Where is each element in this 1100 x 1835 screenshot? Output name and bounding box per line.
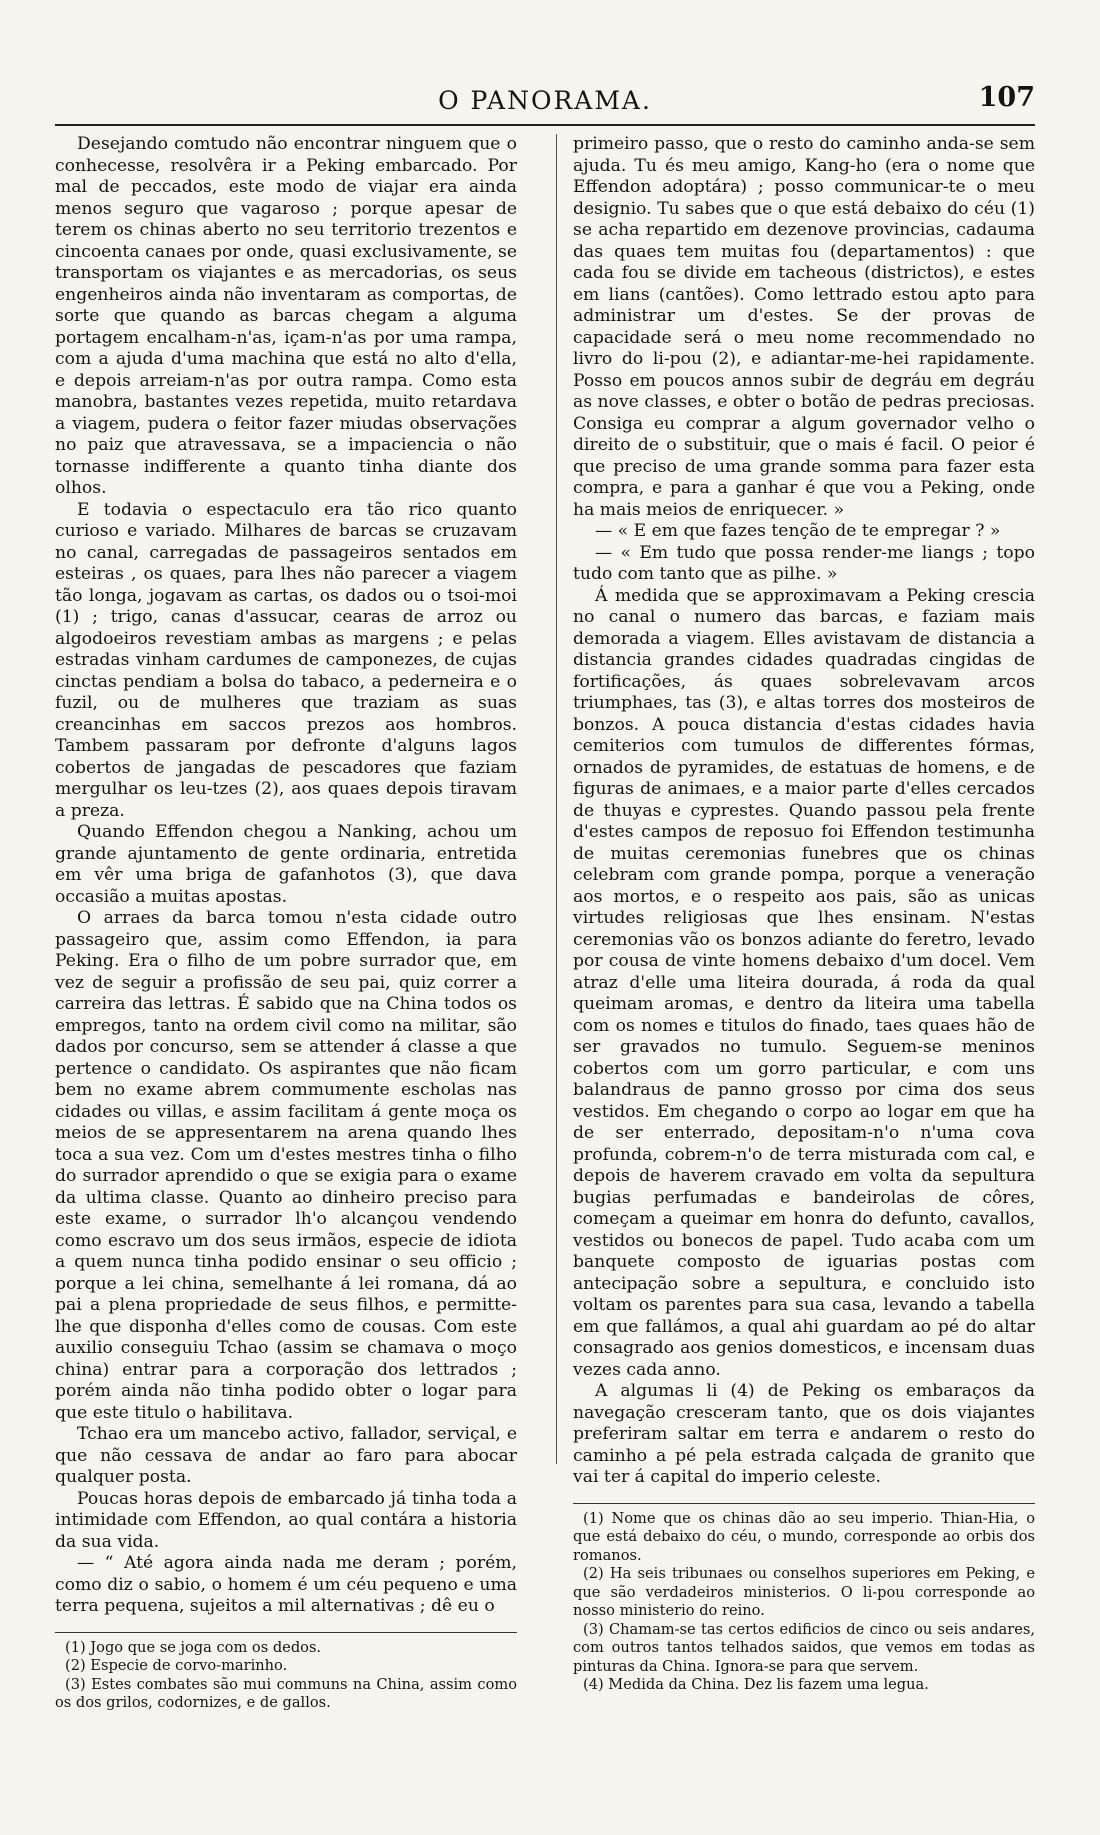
header-rule: [55, 124, 1035, 126]
left-column: [55, 134, 517, 1713]
paragraph: — « Em tudo que possa render-me liangs ; topo tudo com tanto que as pilhe. »: [573, 542, 1035, 584]
paragraph: Desejando comtudo não encontrar ninguem que o conhecesse, resolvêra ir a Peking embarcado. Por mal de peccados, este modo de viajar era ainda menos seguro que vagaroso ; porque apesar de terem os chinas aberto no seu territorio trezentos e cincoenta canaes por onde, quasi exclusivamente, se transportam os viajantes e as mercadorias, os seus engenheiros ainda não inventaram as comportas, de sorte que quando as barcas chegam a alguma portagem encalham-n'as, içam-n'as por uma rampa, com a ajuda d'uma machina que está no alto d'ella, e depois arreiam-n'as por outra rampa. Como esta manobra, bastantes vezes repetida, muito retardava a viagem, pudera o feitor fazer miudas observações no paiz que atravessava, se a impaciencia o não tornasse indifferente a quanto tinha diante dos olhos.: [55, 134, 517, 498]
paragraph: A algumas li (4) de Peking os embaraços da navegação cresceram tanto, que os dois viajantes preferiram saltar em terra e andarem o resto do caminho a pé pela estrada calçada de granito que vai ter á capital do imperio celeste.: [573, 1381, 1035, 1487]
journal-title: O PANORAMA.: [438, 86, 652, 115]
paragraph: Poucas horas depois de embarcado já tinha toda a intimidade com Effendon, ao qual contára a historia da sua vida.: [55, 1488, 517, 1552]
footnote: (1) Jogo que se joga com os dedos.: [65, 1638, 322, 1656]
page-header: [55, 80, 1035, 120]
paragraph: E todavia o espectaculo era tão rico quanto curioso e variado. Milhares de barcas se cruzavam no canal, carregadas de passageiros sentados em esteiras , os quaes, para lhes não parecer a viagem tão longa, jogavam as cartas, os dados ou o tsoi-moi (1) ; trigo, canas d'assucar, cearas de arroz ou algodoeiros revestiam ambas as margens ; e pelas estradas vinham cardumes de camponezes, de cujas cinctas pendiam a bolsa do tabaco, a pederneira e o fuzil, ou de mulheres que traziam as suas creancinhas em saccos prezos aos hombros. Tambem passaram por defronte d'alguns lagos cobertos de jangadas de pescadores que faziam mergulhar os leu-tzes (2), aos quaes depois tiravam a preza.: [55, 499, 517, 821]
footnote: (2) Especie de corvo-marinho.: [65, 1657, 288, 1674]
paragraph: Quando Effendon chegou a Nanking, achou um grande ajuntamento de gente ordinaria, entretida em vêr uma briga de gafanhotos (3), que dava occasião a muitas apostas.: [55, 822, 517, 907]
column-divider: [556, 134, 557, 1464]
paragraph: Tchao era um mancebo activo, fallador, serviçal, e que não cessava de andar ao faro para abocar qualquer posta.: [55, 1424, 517, 1487]
footnote: (4) Medida da China. Dez lis fazem uma legua.: [583, 1676, 929, 1693]
left-footnotes: [55, 1632, 517, 1713]
footnote: (2) Ha seis tribunaes ou conselhos superiores em Peking, e que são verdadeiros ministerios. O li-pou corresponde ao nosso ministerio do reino.: [573, 1565, 1035, 1619]
page-number: 107: [978, 82, 1035, 113]
paragraph: O arraes da barca tomou n'esta cidade outro passageiro que, assim como Effendon, ia para Peking. Era o filho de um pobre surrador que, em vez de seguir a profissão de seu pai, quiz correr a carreira das lettras. É sabido que na China todos os empregos, tanto na ordem civil como na militar, são dados por concurso, sem se attender á classe a que pertence o candidato. Os aspirantes que não ficam bem no exame abrem commumente escholas nas cidades ou villas, e assim facilitam á gente moça os meios de se appresentarem na arena quando lhes toca a sua vez. Com um d'estes mestres tinha o filho do surrador aprendido o que se exigia para o exame da ultima classe. Quanto ao dinheiro preciso para este exame, o surrador lh'o alcançou vendendo como escravo um dos seus irmãos, especie de idiota a quem nunca tinha podido ensinar o seu officio ; porque a lei china, semelhante á lei romana, dá ao pai a plena propriedade de seus filhos, e permitte-lhe que disponha d'elles como de cousas. Com este auxilio conseguiu Tchao (assim se chamava o moço china) entrar para a corporação dos lettrados ; porém ainda não tinha podido obter o logar para que este titulo o habilitava.: [55, 908, 517, 1423]
paragraph: — “ Até agora ainda nada me deram ; porém, como diz o sabio, o homem é um céu pequeno e uma terra pequena, sujeitos a mil alternativas ; dê eu o: [55, 1553, 517, 1616]
right-footnotes: [573, 1503, 1035, 1695]
paragraph: primeiro passo, que o resto do caminho anda-se sem ajuda. Tu és meu amigo, Kang-ho (era o nome que Effendon adoptára) ; posso communicar-te o meu designio. Tu sabes que o que está debaixo do céu (1) se acha repartido em dezenove provincias, cadauma das quaes tem muitas fou (departamentos) : que cada fou se divide em tacheous (districtos), e estes em lians (cantões). Como lettrado estou apto para administrar um d'estes. Se der provas de capacidade será o meu nome recommendado no livro do li-pou (2), e adiantar-me-hei rapidamente. Posso em poucos annos subir de degráu em degráu as nove classes, e obter o botão de pedras preciosas. Consiga eu comprar a algum governador velho o direito de o substituir, que o mais é facil. O peior é que preciso de uma grande somma para fazer esta compra, e para a ganhar é que vou a Peking, onde ha mais meios de enriquecer. »: [573, 134, 1035, 520]
footnote: (3) Estes combates são mui communs na China, assim como os dos grilos, codornizes, e de gallos.: [55, 1675, 517, 1711]
paragraph: Á medida que se approximavam a Peking crescia no canal o numero das barcas, e faziam mais demorada a viagem. Elles avistavam de distancia a distancia grandes cidades quadradas cingidas de fortificações, ás quaes sobrelevavam arcos triumphaes, tas (3), e altas torres dos mosteiros de bonzos. A pouca distancia d'estas cidades havia cemiterios com tumulos de differentes fórmas, ornados de pyramides, de estatuas de homens, e de figuras de animaes, e a maior parte d'elles cercados de thuyas e cyprestes. Quando passou pela frente d'estes campos de reposuo foi Effendon testimunha de muitas ceremonias funebres que os chinas celebram com grande pompa, porque a veneração aos mortos, e o respeito aos pais, são as unicas virtudes religiosas que lhes ensinam. N'estas ceremonias vão os bonzos adiante do feretro, levado por cousa de vinte homens debaixo d'um docel. Vem atraz d'elle uma liteira dourada, á roda da qual queimam aromas, e dentro da liteira uma tabella com os nomes e titulos do finado, taes quaes hão de ser gravados no tumulo. Seguem-se meninos cobertos com um gorro particular, e com uns balandraus de panno grosso por cima dos seus vestidos. Em chegando o corpo ao logar em que ha de ser enterrado, depositam-n'o n'uma cova profunda, cobrem-n'o de terra misturada com cal, e depois de haverem cravado em volta da sepultura bugias perfumadas e bandeirolas de côres, começam a queimar em honra do defunto, cavallos, vestidos ou bonecos de papel. Tudo acaba com um banquete composto de iguarias postas com antecipação sobre a sepultura, e concluido isto voltam os parentes para sua casa, levando a tabella em que fallámos, a qual ahi guardam ao pé do altar consagrado aos genios domesticos, e incensam duas vezes cada anno.: [573, 585, 1035, 1380]
footnote: (1) Nome que os chinas dão ao seu imperio. Thian-Hia, o que está debaixo do céu, o mundo, corresponde ao orbis dos romanos.: [573, 1509, 1035, 1564]
right-column: [573, 134, 1035, 1695]
paragraph: — « E em que fazes tenção de te empregar ? »: [595, 521, 1001, 541]
footnote: (3) Chamam-se tas certos edificios de cinco ou seis andares, com outros tantos telhados saidos, que vemos em todas as pinturas da China. Ignora-se para que servem.: [573, 1620, 1035, 1675]
